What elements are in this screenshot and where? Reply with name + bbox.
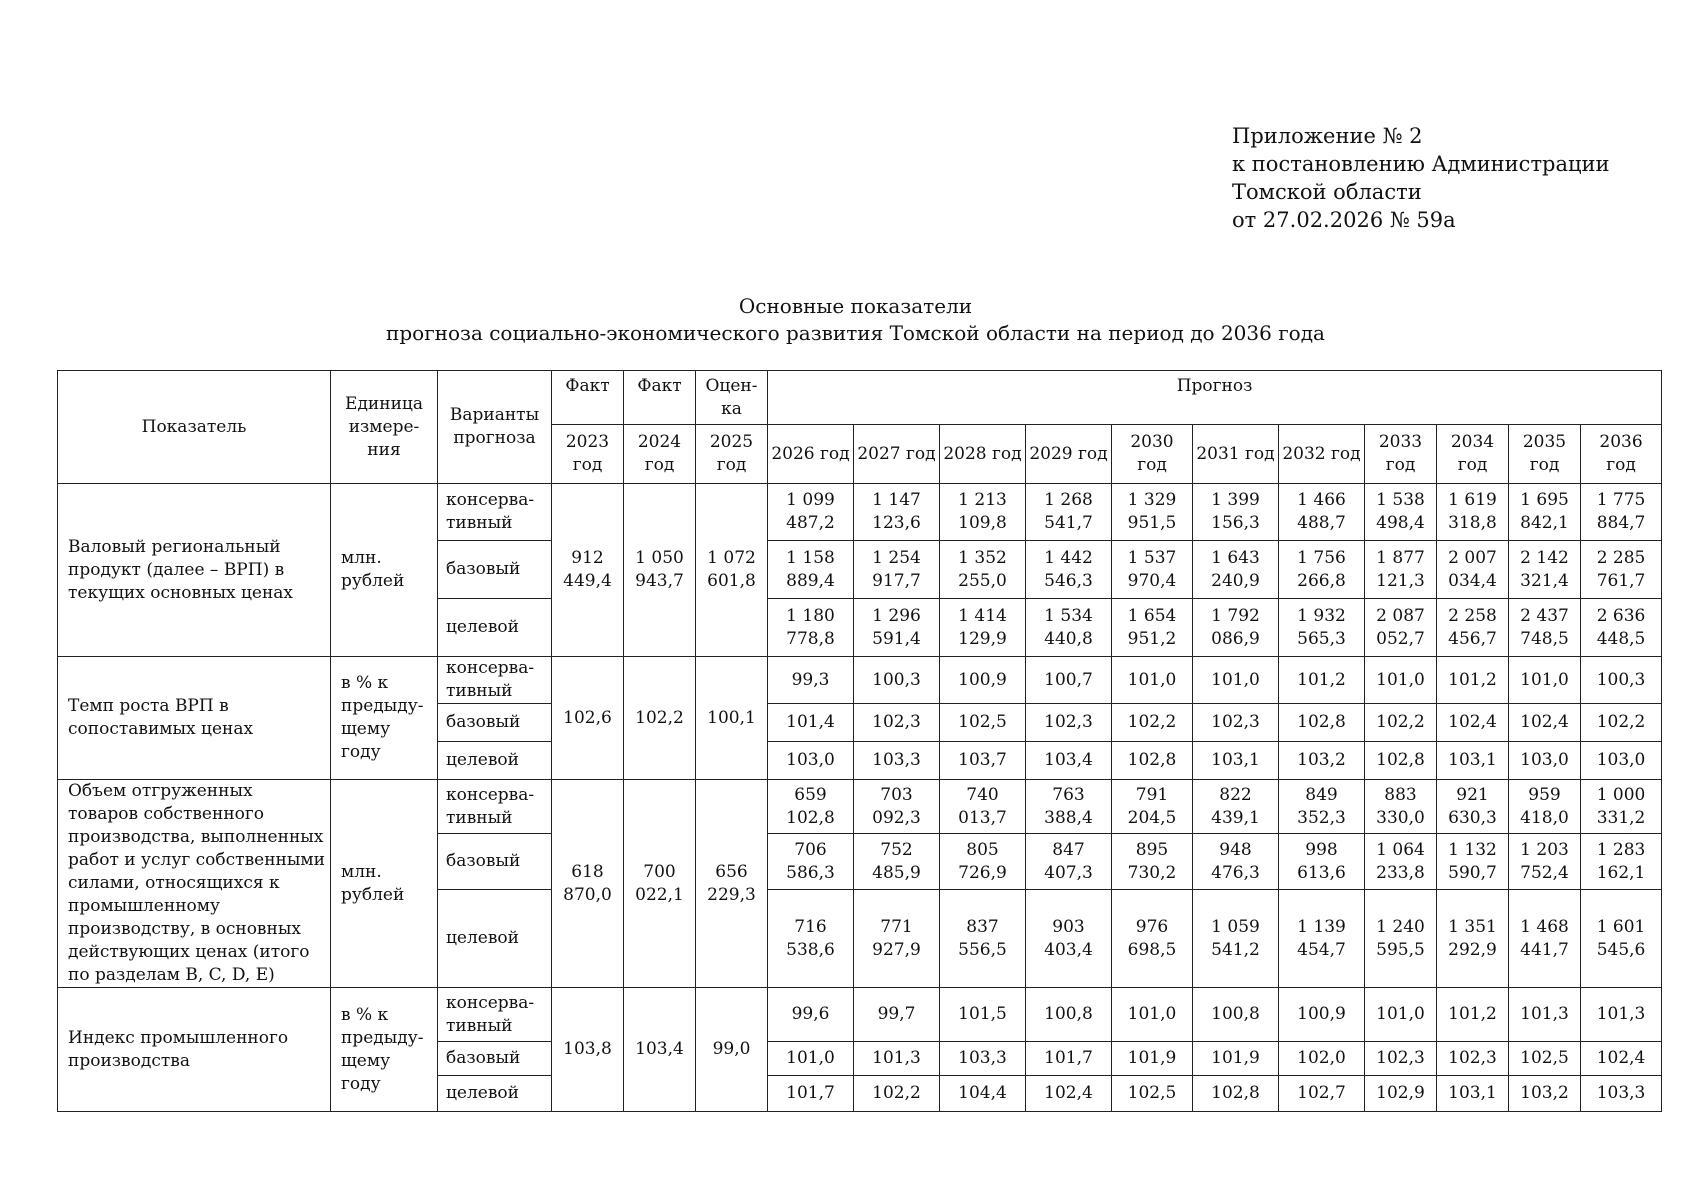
forecast-value-cell: 102,2 xyxy=(1581,704,1662,742)
forecast-value-cell: 1 695 842,1 xyxy=(1509,484,1581,541)
variant-cell: базовый xyxy=(438,541,552,599)
forecast-value-cell: 102,4 xyxy=(1581,1042,1662,1076)
forecast-value-cell: 100,9 xyxy=(940,657,1026,704)
base-value-cell: 656 229,3 xyxy=(696,780,768,988)
header-year: 2034 год xyxy=(1437,425,1509,484)
forecast-value-cell: 104,4 xyxy=(940,1076,1026,1112)
table-row xyxy=(58,780,1662,834)
base-value-cell: 100,1 xyxy=(696,657,768,780)
forecast-value-cell: 1 932 565,3 xyxy=(1279,599,1365,657)
forecast-value-cell: 102,3 xyxy=(1437,1042,1509,1076)
forecast-value-cell: 706 586,3 xyxy=(768,834,854,890)
forecast-value-cell: 1 537 970,4 xyxy=(1112,541,1193,599)
variant-cell: базовый xyxy=(438,834,552,890)
title-line: прогноза социально-экономического развития Томской области на период до 2036 года xyxy=(386,321,1325,345)
variant-cell: базовый xyxy=(438,1042,552,1076)
forecast-value-cell: 101,0 xyxy=(1365,657,1437,704)
base-value-cell: 99,0 xyxy=(696,988,768,1112)
forecast-value-cell: 847 407,3 xyxy=(1026,834,1112,890)
variant-cell: консерва-тивный xyxy=(438,484,552,541)
forecast-value-cell: 102,0 xyxy=(1279,1042,1365,1076)
forecast-value-cell: 102,5 xyxy=(1112,1076,1193,1112)
forecast-value-cell: 101,0 xyxy=(1509,657,1581,704)
forecast-value-cell: 1 643 240,9 xyxy=(1193,541,1279,599)
forecast-value-cell: 101,5 xyxy=(940,988,1026,1042)
table-row xyxy=(58,988,1662,1042)
forecast-value-cell: 2 258 456,7 xyxy=(1437,599,1509,657)
forecast-value-cell: 102,3 xyxy=(1365,1042,1437,1076)
unit-cell: млн. рублей xyxy=(331,484,438,657)
indicators-table xyxy=(57,370,1662,1112)
forecast-value-cell: 2 636 448,5 xyxy=(1581,599,1662,657)
forecast-value-cell: 103,1 xyxy=(1193,742,1279,780)
forecast-value-cell: 101,9 xyxy=(1112,1042,1193,1076)
forecast-value-cell: 1 254 917,7 xyxy=(854,541,940,599)
forecast-value-cell: 100,9 xyxy=(1279,988,1365,1042)
forecast-value-cell: 763 388,4 xyxy=(1026,780,1112,834)
indicator-name: Темп роста ВРП в сопоставимых ценах xyxy=(58,657,331,780)
header-unit: Единица измере-ния xyxy=(331,371,438,484)
forecast-value-cell: 1 203 752,4 xyxy=(1509,834,1581,890)
forecast-value-cell: 771 927,9 xyxy=(854,890,940,988)
forecast-value-cell: 102,8 xyxy=(1279,704,1365,742)
forecast-value-cell: 2 285 761,7 xyxy=(1581,541,1662,599)
forecast-value-cell: 101,0 xyxy=(1193,657,1279,704)
forecast-value-cell: 103,2 xyxy=(1279,742,1365,780)
forecast-value-cell: 102,3 xyxy=(854,704,940,742)
forecast-value-cell: 99,3 xyxy=(768,657,854,704)
header-indicator: Показатель xyxy=(58,371,331,484)
appendix-block xyxy=(1232,122,1610,234)
forecast-value-cell: 1 534 440,8 xyxy=(1026,599,1112,657)
forecast-value-cell: 100,3 xyxy=(1581,657,1662,704)
variant-cell: целевой xyxy=(438,1076,552,1112)
forecast-value-cell: 102,9 xyxy=(1365,1076,1437,1112)
header-variant: Варианты прогноза xyxy=(438,371,552,484)
forecast-value-cell: 103,0 xyxy=(1581,742,1662,780)
forecast-value-cell: 103,3 xyxy=(1581,1076,1662,1112)
forecast-value-cell: 103,0 xyxy=(768,742,854,780)
forecast-value-cell: 921 630,3 xyxy=(1437,780,1509,834)
forecast-value-cell: 1 132 590,7 xyxy=(1437,834,1509,890)
forecast-value-cell: 99,7 xyxy=(854,988,940,1042)
variant-cell: консерва-тивный xyxy=(438,657,552,704)
variant-cell: консерва-тивный xyxy=(438,780,552,834)
forecast-value-cell: 959 418,0 xyxy=(1509,780,1581,834)
forecast-value-cell: 102,8 xyxy=(1193,1076,1279,1112)
base-value-cell: 103,8 xyxy=(552,988,624,1112)
forecast-value-cell: 1 064 233,8 xyxy=(1365,834,1437,890)
forecast-value-cell: 102,4 xyxy=(1026,1076,1112,1112)
forecast-value-cell: 102,2 xyxy=(854,1076,940,1112)
forecast-value-cell: 1 240 595,5 xyxy=(1365,890,1437,988)
forecast-value-cell: 1 775 884,7 xyxy=(1581,484,1662,541)
forecast-value-cell: 948 476,3 xyxy=(1193,834,1279,890)
header-year: 2033 год xyxy=(1365,425,1437,484)
forecast-value-cell: 101,0 xyxy=(1112,657,1193,704)
header-fact: Факт xyxy=(552,371,624,425)
forecast-value-cell: 1 329 951,5 xyxy=(1112,484,1193,541)
variant-cell: базовый xyxy=(438,704,552,742)
appendix-line: Приложение № 2 xyxy=(1232,124,1423,148)
forecast-value-cell: 101,0 xyxy=(768,1042,854,1076)
header-year: 2031 год xyxy=(1193,425,1279,484)
forecast-value-cell: 1 442 546,3 xyxy=(1026,541,1112,599)
base-value-cell: 102,2 xyxy=(624,657,696,780)
forecast-value-cell: 102,4 xyxy=(1437,704,1509,742)
forecast-value-cell: 1 466 488,7 xyxy=(1279,484,1365,541)
forecast-value-cell: 101,7 xyxy=(1026,1042,1112,1076)
unit-cell: в % к предыду-щему году xyxy=(331,657,438,780)
forecast-value-cell: 1 000 331,2 xyxy=(1581,780,1662,834)
header-year: 2023 год xyxy=(552,425,624,484)
document-title xyxy=(57,293,1654,347)
forecast-value-cell: 883 330,0 xyxy=(1365,780,1437,834)
forecast-value-cell: 1 877 121,3 xyxy=(1365,541,1437,599)
forecast-value-cell: 716 538,6 xyxy=(768,890,854,988)
forecast-value-cell: 100,8 xyxy=(1193,988,1279,1042)
forecast-value-cell: 101,3 xyxy=(1581,988,1662,1042)
header-year: 2029 год xyxy=(1026,425,1112,484)
header-year: 2025 год xyxy=(696,425,768,484)
header-year: 2028 год xyxy=(940,425,1026,484)
forecast-value-cell: 99,6 xyxy=(768,988,854,1042)
forecast-value-cell: 101,7 xyxy=(768,1076,854,1112)
header-fact: Факт xyxy=(624,371,696,425)
header-forecast: Прогноз xyxy=(768,371,1662,425)
forecast-value-cell: 1 158 889,4 xyxy=(768,541,854,599)
forecast-value-cell: 102,4 xyxy=(1509,704,1581,742)
header-year: 2036 год xyxy=(1581,425,1662,484)
base-value-cell: 103,4 xyxy=(624,988,696,1112)
forecast-value-cell: 1 468 441,7 xyxy=(1509,890,1581,988)
forecast-value-cell: 101,0 xyxy=(1365,988,1437,1042)
header-year: 2027 год xyxy=(854,425,940,484)
forecast-value-cell: 1 399 156,3 xyxy=(1193,484,1279,541)
table-row xyxy=(58,484,1662,541)
table-row xyxy=(58,657,1662,704)
forecast-value-cell: 101,4 xyxy=(768,704,854,742)
title-line: Основные показатели xyxy=(738,294,973,318)
forecast-value-cell: 805 726,9 xyxy=(940,834,1026,890)
forecast-value-cell: 100,3 xyxy=(854,657,940,704)
forecast-value-cell: 103,4 xyxy=(1026,742,1112,780)
forecast-value-cell: 1 756 266,8 xyxy=(1279,541,1365,599)
base-value-cell: 700 022,1 xyxy=(624,780,696,988)
forecast-value-cell: 103,0 xyxy=(1509,742,1581,780)
forecast-value-cell: 102,5 xyxy=(1509,1042,1581,1076)
forecast-value-cell: 1 351 292,9 xyxy=(1437,890,1509,988)
forecast-value-cell: 2 437 748,5 xyxy=(1509,599,1581,657)
variant-cell: целевой xyxy=(438,599,552,657)
forecast-value-cell: 101,0 xyxy=(1112,988,1193,1042)
header-year: 2035 год xyxy=(1509,425,1581,484)
forecast-value-cell: 1 180 778,8 xyxy=(768,599,854,657)
forecast-value-cell: 903 403,4 xyxy=(1026,890,1112,988)
forecast-value-cell: 1 296 591,4 xyxy=(854,599,940,657)
forecast-value-cell: 1 352 255,0 xyxy=(940,541,1026,599)
forecast-value-cell: 103,3 xyxy=(854,742,940,780)
indicator-name: Валовый региональный продукт (далее – ВРП) в текущих основных ценах xyxy=(58,484,331,657)
forecast-value-cell: 1 414 129,9 xyxy=(940,599,1026,657)
forecast-value-cell: 976 698,5 xyxy=(1112,890,1193,988)
forecast-value-cell: 998 613,6 xyxy=(1279,834,1365,890)
header-year: 2032 год xyxy=(1279,425,1365,484)
forecast-value-cell: 1 139 454,7 xyxy=(1279,890,1365,988)
forecast-value-cell: 2 007 034,4 xyxy=(1437,541,1509,599)
forecast-value-cell: 102,2 xyxy=(1112,704,1193,742)
forecast-value-cell: 101,2 xyxy=(1279,657,1365,704)
forecast-value-cell: 703 092,3 xyxy=(854,780,940,834)
forecast-value-cell: 101,2 xyxy=(1437,988,1509,1042)
forecast-value-cell: 2 142 321,4 xyxy=(1509,541,1581,599)
forecast-value-cell: 849 352,3 xyxy=(1279,780,1365,834)
forecast-value-cell: 1 538 498,4 xyxy=(1365,484,1437,541)
forecast-value-cell: 103,2 xyxy=(1509,1076,1581,1112)
indicator-name: Индекс промышленного производства xyxy=(58,988,331,1112)
base-value-cell: 102,6 xyxy=(552,657,624,780)
forecast-value-cell: 1 792 086,9 xyxy=(1193,599,1279,657)
base-value-cell: 1 050 943,7 xyxy=(624,484,696,657)
unit-cell: в % к предыду-щему году xyxy=(331,988,438,1112)
appendix-line: Томской области xyxy=(1232,180,1422,204)
variant-cell: целевой xyxy=(438,890,552,988)
forecast-value-cell: 1 283 162,1 xyxy=(1581,834,1662,890)
forecast-value-cell: 659 102,8 xyxy=(768,780,854,834)
forecast-value-cell: 102,8 xyxy=(1365,742,1437,780)
forecast-value-cell: 1 268 541,7 xyxy=(1026,484,1112,541)
header-year: 2024 год xyxy=(624,425,696,484)
forecast-value-cell: 1 059 541,2 xyxy=(1193,890,1279,988)
forecast-value-cell: 740 013,7 xyxy=(940,780,1026,834)
forecast-value-cell: 103,3 xyxy=(940,1042,1026,1076)
forecast-value-cell: 1 601 545,6 xyxy=(1581,890,1662,988)
forecast-value-cell: 837 556,5 xyxy=(940,890,1026,988)
forecast-value-cell: 1 654 951,2 xyxy=(1112,599,1193,657)
forecast-value-cell: 791 204,5 xyxy=(1112,780,1193,834)
appendix-line: к постановлению Администрации xyxy=(1232,152,1610,176)
base-value-cell: 618 870,0 xyxy=(552,780,624,988)
unit-cell: млн. рублей xyxy=(331,780,438,988)
forecast-value-cell: 102,2 xyxy=(1365,704,1437,742)
forecast-value-cell: 103,7 xyxy=(940,742,1026,780)
forecast-value-cell: 103,1 xyxy=(1437,742,1509,780)
forecast-value-cell: 102,3 xyxy=(1193,704,1279,742)
variant-cell: целевой xyxy=(438,742,552,780)
forecast-value-cell: 752 485,9 xyxy=(854,834,940,890)
forecast-value-cell: 822 439,1 xyxy=(1193,780,1279,834)
forecast-value-cell: 1 213 109,8 xyxy=(940,484,1026,541)
forecast-value-cell: 101,3 xyxy=(1509,988,1581,1042)
variant-cell: консерва-тивный xyxy=(438,988,552,1042)
forecast-value-cell: 101,9 xyxy=(1193,1042,1279,1076)
forecast-value-cell: 102,3 xyxy=(1026,704,1112,742)
appendix-line: от 27.02.2026 № 59а xyxy=(1232,208,1456,232)
forecast-value-cell: 1 099 487,2 xyxy=(768,484,854,541)
forecast-value-cell: 102,5 xyxy=(940,704,1026,742)
forecast-value-cell: 895 730,2 xyxy=(1112,834,1193,890)
forecast-value-cell: 100,8 xyxy=(1026,988,1112,1042)
header-estimate: Оцен-ка xyxy=(696,371,768,425)
forecast-value-cell: 103,1 xyxy=(1437,1076,1509,1112)
base-value-cell: 912 449,4 xyxy=(552,484,624,657)
forecast-value-cell: 102,8 xyxy=(1112,742,1193,780)
forecast-value-cell: 1 147 123,6 xyxy=(854,484,940,541)
forecast-value-cell: 101,3 xyxy=(854,1042,940,1076)
header-year: 2030 год xyxy=(1112,425,1193,484)
table-body xyxy=(58,484,1662,1112)
base-value-cell: 1 072 601,8 xyxy=(696,484,768,657)
indicator-name: Объем отгруженных товаров собственного производства, выполненных работ и услуг собственными силами, относящихся к промышленному производству, в основных действующих ценах (итого по разделам B, C, D, E) xyxy=(58,780,331,988)
header-year: 2026 год xyxy=(768,425,854,484)
forecast-value-cell: 102,7 xyxy=(1279,1076,1365,1112)
forecast-value-cell: 100,7 xyxy=(1026,657,1112,704)
forecast-value-cell: 1 619 318,8 xyxy=(1437,484,1509,541)
forecast-value-cell: 101,2 xyxy=(1437,657,1509,704)
forecast-value-cell: 2 087 052,7 xyxy=(1365,599,1437,657)
